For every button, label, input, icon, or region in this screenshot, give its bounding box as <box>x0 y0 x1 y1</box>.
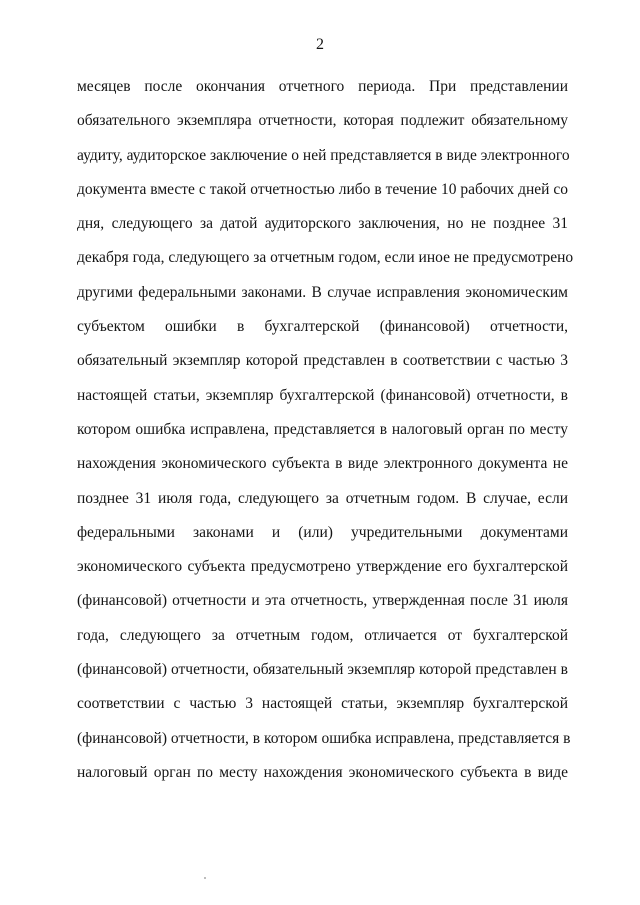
text-line: декабря года, следующего за отчетным годом, если иное не предусмотрено <box>77 249 574 267</box>
text-line: месяцев после окончания отчетного периода. При представлении <box>77 78 568 95</box>
text-line: обязательного экземпляра отчетности, которая подлежит обязательному <box>77 112 568 130</box>
text-line: аудиту, аудиторское заключение о ней представляется в виде электронного <box>77 146 570 164</box>
text-line: года, следующего за отчетным годом, отличается от бухгалтерской <box>77 626 568 644</box>
text-line: дня, следующего за датой аудиторского заключения, но не позднее 31 <box>77 215 568 233</box>
text-line: соответствии с частью 3 настоящей статьи, экземпляр бухгалтерской <box>77 695 568 713</box>
text-line: субъектом ошибки в бухгалтерской (финансовой) отчетности, <box>77 318 568 336</box>
text-line: обязательный экземпляр которой представлен в соответствии с частью 3 <box>77 352 568 370</box>
text-line: котором ошибка исправлена, представляется в налоговый орган по месту <box>77 420 568 438</box>
text-line: позднее 31 июля года, следующего за отчетным годом. В случае, если <box>77 489 568 507</box>
text-line: экономического субъекта предусмотрено утверждение его бухгалтерской <box>77 558 568 576</box>
text-line: нахождения экономического субъекта в виде электронного документа не <box>77 455 568 473</box>
text-line: (финансовой) отчетности, обязательный экземпляр которой представлен в <box>77 661 568 679</box>
text-line: федеральными законами и (или) учредительными документами <box>77 523 568 541</box>
text-line: настоящей статьи, экземпляр бухгалтерской (финансовой) отчетности, в <box>77 386 568 404</box>
text-line: документа вместе с такой отчетностью либо в течение 10 рабочих дней со <box>77 180 568 198</box>
text-line: (финансовой) отчетности, в котором ошибка исправлена, представляется в <box>77 729 571 747</box>
scan-artifact <box>204 877 206 879</box>
text-line: налоговый орган по месту нахождения экономического субъекта в виде <box>77 763 568 781</box>
text-line: (финансовой) отчетности и эта отчетность, утвержденная после 31 июля <box>77 592 568 610</box>
body-text <box>77 72 574 792</box>
text-line: другими федеральными законами. В случае исправления экономическим <box>77 283 568 301</box>
page-number: 2 <box>316 36 324 53</box>
